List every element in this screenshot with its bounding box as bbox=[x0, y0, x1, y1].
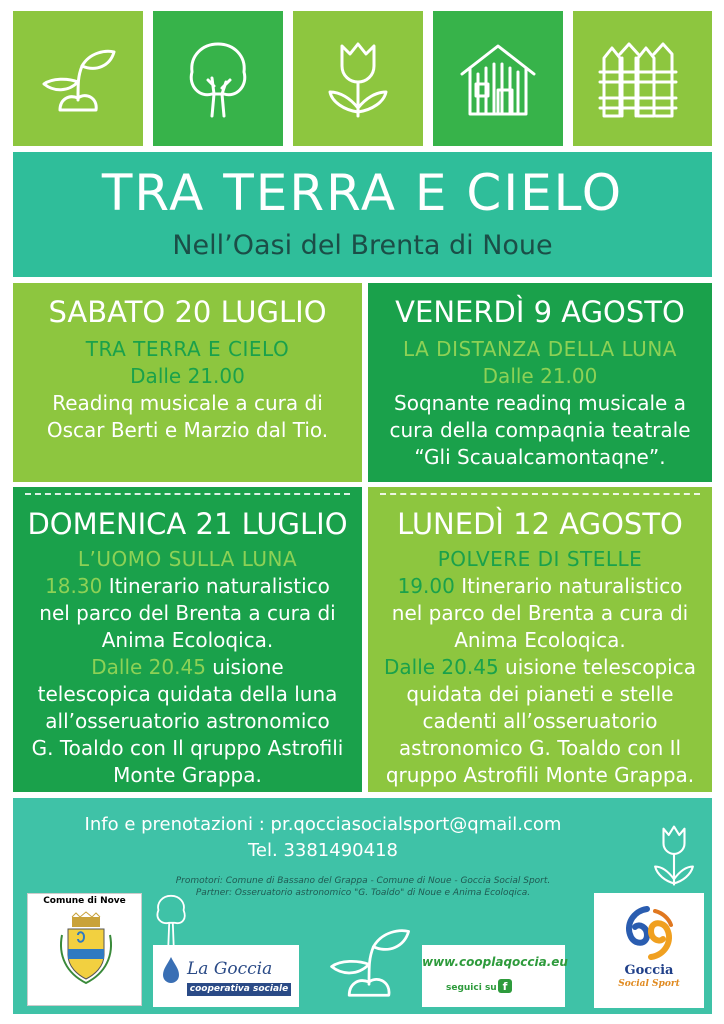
footer bbox=[13, 798, 712, 1014]
info-contact: Info e prenotazioni : pr.qocciasocialsport@qmail.com bbox=[84, 814, 562, 835]
event-desc-line: cadenti all’osseruatorio bbox=[422, 709, 658, 733]
event-panel-sabato bbox=[13, 283, 362, 482]
event-desc-line: all’osseruatorio astronomico bbox=[45, 709, 330, 733]
event-panel-venerdi bbox=[368, 283, 712, 482]
comune-nove-logo bbox=[27, 893, 142, 1006]
event-desc-line: nel parco del Brenta a cura di bbox=[391, 601, 689, 625]
event-title: TRA TERRA E CIELO bbox=[85, 337, 290, 361]
page-subtitle: Nell’Oasi del Brenta di Noue bbox=[172, 230, 553, 261]
event-time: Dalle 21.00 bbox=[482, 364, 598, 388]
event-desc-text: Itinerario naturalistico bbox=[454, 574, 683, 598]
event-panel-domenica bbox=[13, 487, 362, 792]
tile-fence bbox=[573, 11, 712, 146]
coat-of-arms-icon bbox=[56, 910, 116, 990]
tree-icon bbox=[151, 894, 191, 948]
tree-icon bbox=[178, 38, 258, 118]
event-desc-line bbox=[13, 654, 362, 681]
event-desc-line: G. Toaldo con Il qruppo Astrofili bbox=[31, 736, 344, 760]
event-desc-text: Itinerario naturalistico bbox=[102, 574, 330, 598]
event-desc-line: telescopica quidata della luna bbox=[37, 682, 338, 706]
event-title: POLVERE DI STELLE bbox=[437, 547, 643, 571]
event-desc-text: uisione telescopica bbox=[498, 655, 696, 679]
event-desc-line: Monte Grappa. bbox=[113, 763, 262, 787]
promoters-text: Promotori: Comune di Bassano del Grappa - Comune di Noue - Goccia Social Sport. bbox=[175, 876, 551, 886]
goccia-subtitle: cooperativa sociale bbox=[187, 983, 291, 996]
tile-tulip bbox=[293, 11, 423, 146]
sprout-icon bbox=[325, 916, 413, 1004]
tile-tree bbox=[153, 11, 283, 146]
goccia-swirl-icon bbox=[619, 903, 679, 963]
event-desc-line: “Gli Scaualcamontaqne”. bbox=[414, 445, 666, 469]
comune-label: Comune di Nove bbox=[43, 896, 126, 906]
follow-us-label: seguici su bbox=[446, 983, 497, 993]
event-desc-line: qruppo Astrofili Monte Grappa. bbox=[385, 763, 695, 787]
sprout-icon bbox=[38, 38, 118, 118]
event-title: L’UOMO SULLA LUNA bbox=[77, 547, 298, 571]
website-box bbox=[422, 945, 568, 1007]
social-sport-sub: Social Sport bbox=[618, 979, 680, 989]
fence-icon bbox=[598, 38, 678, 118]
la-goccia-logo bbox=[153, 945, 299, 1007]
page-title: TRA TERRA E CIELO bbox=[101, 164, 624, 222]
tulip-icon bbox=[318, 38, 398, 118]
event-time: Dalle 21.00 bbox=[130, 364, 245, 388]
partners-text: Partner: Osseruatorio astronomico "G. Toaldo" di Noue e Anima Ecoloqica. bbox=[195, 888, 531, 898]
event-time: Dalle 20.45 bbox=[91, 655, 206, 679]
event-desc-line: cura della compaqnia teatrale bbox=[389, 418, 691, 442]
goccia-social-sport-logo bbox=[594, 893, 704, 1008]
event-date: VENERDÌ 9 AGOSTO bbox=[395, 295, 685, 329]
water-drop-icon bbox=[161, 953, 181, 987]
event-time: 19.00 bbox=[397, 574, 455, 598]
event-date: DOMENICA 21 LUGLIO bbox=[27, 507, 348, 541]
event-desc-line: nel parco del Brenta a cura di bbox=[39, 601, 336, 625]
event-desc-line bbox=[368, 654, 712, 681]
event-date: SABATO 20 LUGLIO bbox=[48, 295, 327, 329]
event-desc-line bbox=[13, 573, 362, 600]
tulip-icon bbox=[653, 820, 695, 892]
event-panel-lunedi bbox=[368, 487, 712, 792]
event-desc-line: Readinq musicale a cura di bbox=[52, 391, 323, 415]
event-desc-line: Anima Ecoloqica. bbox=[101, 628, 274, 652]
event-desc-line: quidata dei pianeti e stelle bbox=[406, 682, 674, 706]
tile-sprout bbox=[13, 11, 143, 146]
event-time: 18.30 bbox=[45, 574, 103, 598]
event-desc-line: Anima Ecoloqica. bbox=[454, 628, 626, 652]
goccia-name: La Goccia bbox=[187, 959, 273, 979]
event-desc-line: Oscar Berti e Marzio dal Tio. bbox=[46, 418, 329, 442]
event-date: LUNEDÌ 12 AGOSTO bbox=[397, 507, 683, 541]
event-desc-text: uisione bbox=[205, 655, 284, 679]
facebook-icon[interactable]: f bbox=[498, 979, 512, 993]
dashed-divider bbox=[25, 493, 350, 495]
tile-house bbox=[433, 11, 563, 146]
website-link[interactable]: www.cooplaqoccia.eu bbox=[422, 955, 568, 969]
info-phone: Tel. 3381490418 bbox=[248, 840, 398, 861]
social-sport-name: Goccia bbox=[624, 963, 674, 978]
event-desc-line: astronomico G. Toaldo con Il bbox=[398, 736, 682, 760]
dashed-divider bbox=[380, 493, 700, 495]
event-title: LA DISTANZA DELLA LUNA bbox=[403, 337, 677, 361]
house-icon bbox=[458, 38, 538, 118]
title-banner bbox=[13, 152, 712, 277]
event-desc-line: Soqnante readinq musicale a bbox=[394, 391, 686, 415]
event-time: Dalle 20.45 bbox=[384, 655, 499, 679]
event-desc-line bbox=[368, 573, 712, 600]
